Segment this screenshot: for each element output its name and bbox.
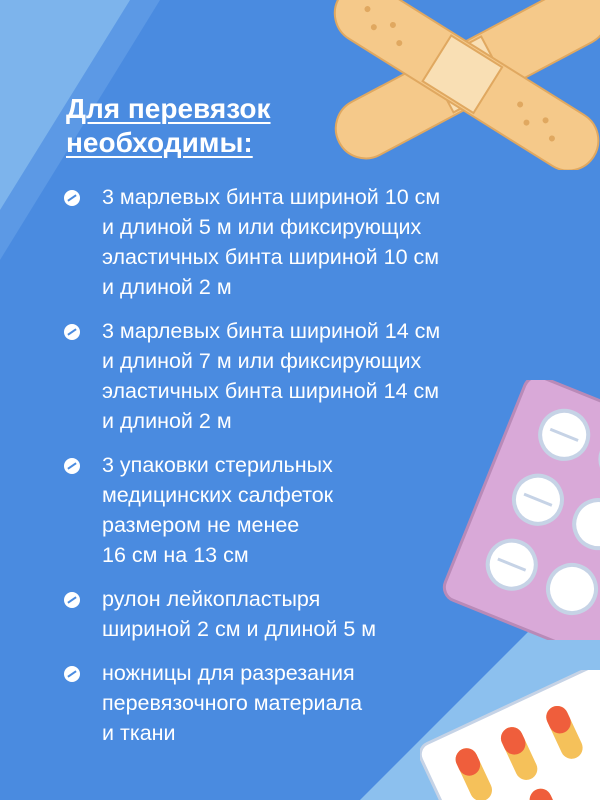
title-line-2: необходимы: — [66, 127, 253, 158]
page-title — [66, 92, 271, 160]
item-line: и длиной 2 м — [102, 275, 232, 299]
bandage-icon — [330, 0, 600, 170]
item-line: 3 упаковки стерильных — [102, 453, 333, 477]
pill-icon — [64, 666, 80, 682]
pill-icon — [64, 324, 80, 340]
item-line: 16 см на 13 см — [102, 543, 249, 567]
item-line: размером не менее — [102, 513, 300, 537]
pill-icon — [64, 592, 80, 608]
title-line-1: Для перевязок — [66, 93, 271, 124]
item-line: перевязочного материала — [102, 691, 363, 715]
pill-icon — [64, 458, 80, 474]
list-item — [64, 182, 514, 302]
item-line: эластичных бинта шириной 10 см — [102, 245, 440, 269]
item-line: и длиной 5 м или фиксирующих — [102, 215, 422, 239]
pill-icon — [64, 190, 80, 206]
list-item — [64, 450, 514, 570]
item-line: и длиной 2 м — [102, 409, 232, 433]
item-line: ножницы для разрезания — [102, 661, 355, 685]
item-line: и ткани — [102, 721, 176, 745]
item-line: 3 марлевых бинта шириной 10 см — [102, 185, 441, 209]
supplies-list — [64, 182, 514, 762]
item-line: шириной 2 см и длиной 5 м — [102, 617, 377, 641]
item-line: эластичных бинта шириной 14 см — [102, 379, 440, 403]
list-item — [64, 658, 514, 748]
item-line: 3 марлевых бинта шириной 14 см — [102, 319, 441, 343]
item-line: медицинских салфеток — [102, 483, 334, 507]
list-item — [64, 316, 514, 436]
item-line: и длиной 7 м или фиксирующих — [102, 349, 422, 373]
item-line: рулон лейкопластыря — [102, 587, 321, 611]
list-item — [64, 584, 514, 644]
